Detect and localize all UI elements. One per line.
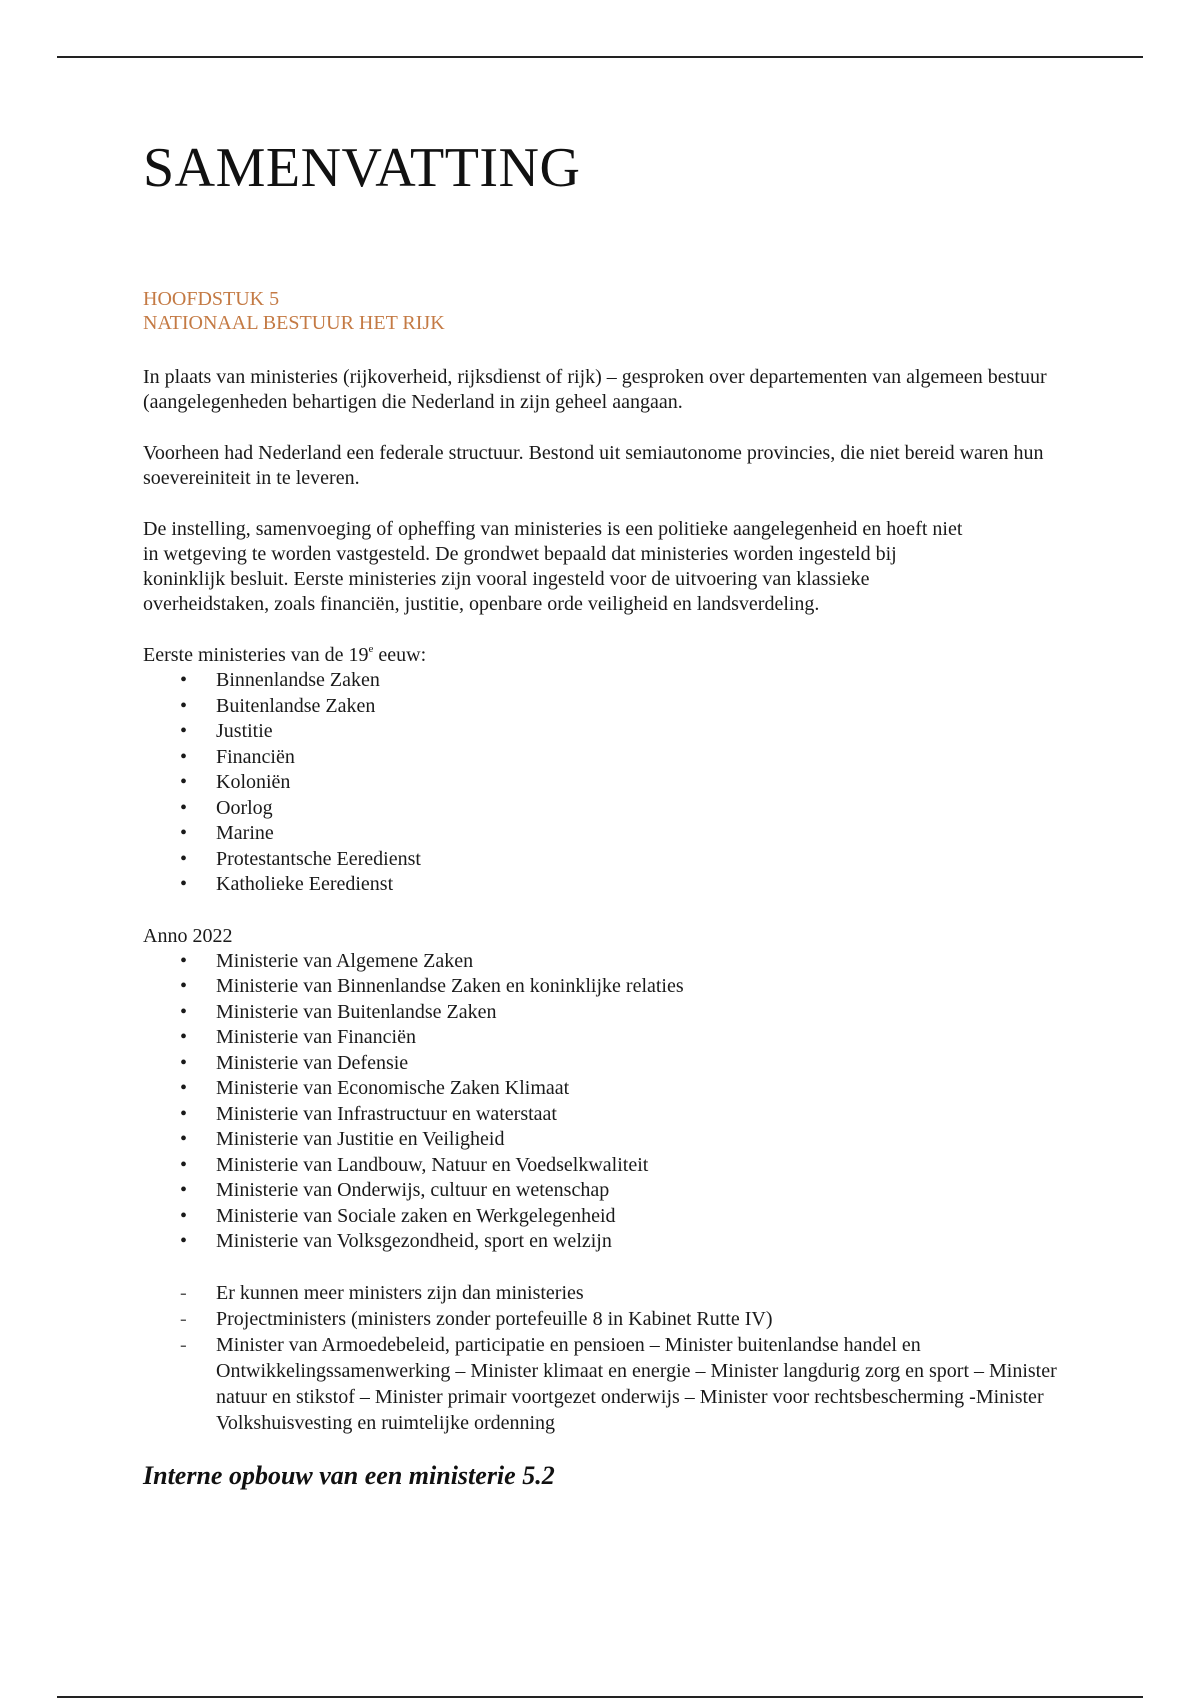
paragraph-instelling: [143, 517, 1073, 617]
first-ministries-list: [143, 668, 1073, 898]
chapter-number: HOOFDSTUK 5: [143, 288, 280, 310]
chapter-heading: [143, 287, 1073, 335]
page-title: SAMENVATTING: [143, 137, 581, 199]
list-item: • Oorlog: [143, 796, 1073, 822]
paragraph-ministeries: In plaats van ministeries (rijkoverheid, rijksdienst of rijk) – gesproken over departementen van algemeen bestuur (aangelegenheden behartigen die Nederland in zijn geheel aangaan.: [143, 366, 1047, 413]
list-item: • Ministerie van Sociale zaken en Werkgelegenheid: [143, 1204, 1073, 1230]
paragraph-line: koninklijk besluit. Eerste ministeries zijn vooral ingesteld voor de uitvoering van klassieke: [143, 568, 870, 590]
list-item: • Ministerie van Buitenlandse Zaken: [143, 1000, 1073, 1026]
list-item: • Marine: [143, 821, 1073, 847]
paragraph-line: De instelling, samenvoeging of opheffing van ministeries is een politieke aangelegenheid en hoeft niet: [143, 518, 963, 540]
intro-text: Eerste ministeries van de 19: [143, 644, 369, 666]
list-item: • Ministerie van Financiën: [143, 1025, 1073, 1051]
list-item: • Ministerie van Defensie: [143, 1051, 1073, 1077]
list-item: • Ministerie van Landbouw, Natuur en Voedselkwaliteit: [143, 1153, 1073, 1179]
section-subheading: Interne opbouw van een ministerie 5.2: [143, 1460, 555, 1490]
list-item: • Binnenlandse Zaken: [143, 668, 1073, 694]
list-item: • Ministerie van Justitie en Veiligheid: [143, 1127, 1073, 1153]
first-ministries-intro: [143, 643, 1073, 668]
list-item: • Ministerie van Algemene Zaken: [143, 949, 1073, 975]
header-rule: [57, 56, 1143, 58]
list-item: • Koloniën: [143, 770, 1073, 796]
list-item: • Katholieke Eeredienst: [143, 872, 1073, 898]
list-item: • Buitenlandse Zaken: [143, 694, 1073, 720]
chapter-title: NATIONAAL BESTUUR HET RIJK: [143, 312, 445, 334]
intro-text: eeuw:: [373, 644, 427, 666]
ministers-notes-list: [143, 1280, 1073, 1436]
paragraph-line: in wetgeving te worden vastgesteld. De grondwet bepaald dat ministeries worden ingesteld bij: [143, 543, 897, 565]
list-item: • Ministerie van Onderwijs, cultuur en wetenschap: [143, 1178, 1073, 1204]
list-item: • Ministerie van Economische Zaken Klimaat: [143, 1076, 1073, 1102]
list-item: • Justitie: [143, 719, 1073, 745]
list-item: - Er kunnen meer ministers zijn dan ministeries: [143, 1280, 1073, 1306]
ministries-2022-list: [143, 949, 1073, 1255]
list-item: • Ministerie van Volksgezondheid, sport en welzijn: [143, 1229, 1073, 1255]
paragraph-federale-structuur: Voorheen had Nederland een federale structuur. Bestond uit semiautonome provincies, die niet bereid waren hun soevereiniteit in te leveren.: [143, 442, 1044, 489]
list-item: • Protestantsche Eeredienst: [143, 847, 1073, 873]
list-item: • Ministerie van Binnenlandse Zaken en koninklijke relaties: [143, 974, 1073, 1000]
list-item: • Financiën: [143, 745, 1073, 771]
ordinal-suffix: e: [368, 643, 374, 655]
ministries-2022-intro: Anno 2022: [143, 924, 233, 947]
list-item: - Projectministers (ministers zonder portefeuille 8 in Kabinet Rutte IV): [143, 1306, 1073, 1332]
list-item: • Ministerie van Infrastructuur en waterstaat: [143, 1102, 1073, 1128]
paragraph-line: overheidstaken, zoals financiën, justitie, openbare orde veiligheid en landsverdeling.: [143, 593, 820, 615]
document-page: [143, 137, 1073, 1492]
list-item: - Minister van Armoedebeleid, participatie en pensioen – Minister buitenlandse handel en Ontwikkelingssamenwerking – Minister klimaat en energie – Minister langdurig zorg en sport – Minister natuur en stikstof – Minister primair voortgezet onderwijs – Minister voor rechtsbescherming -Minister Volkshuisvesting en ruimtelijke ordenning: [143, 1332, 1073, 1436]
footer-rule: [57, 1696, 1143, 1698]
